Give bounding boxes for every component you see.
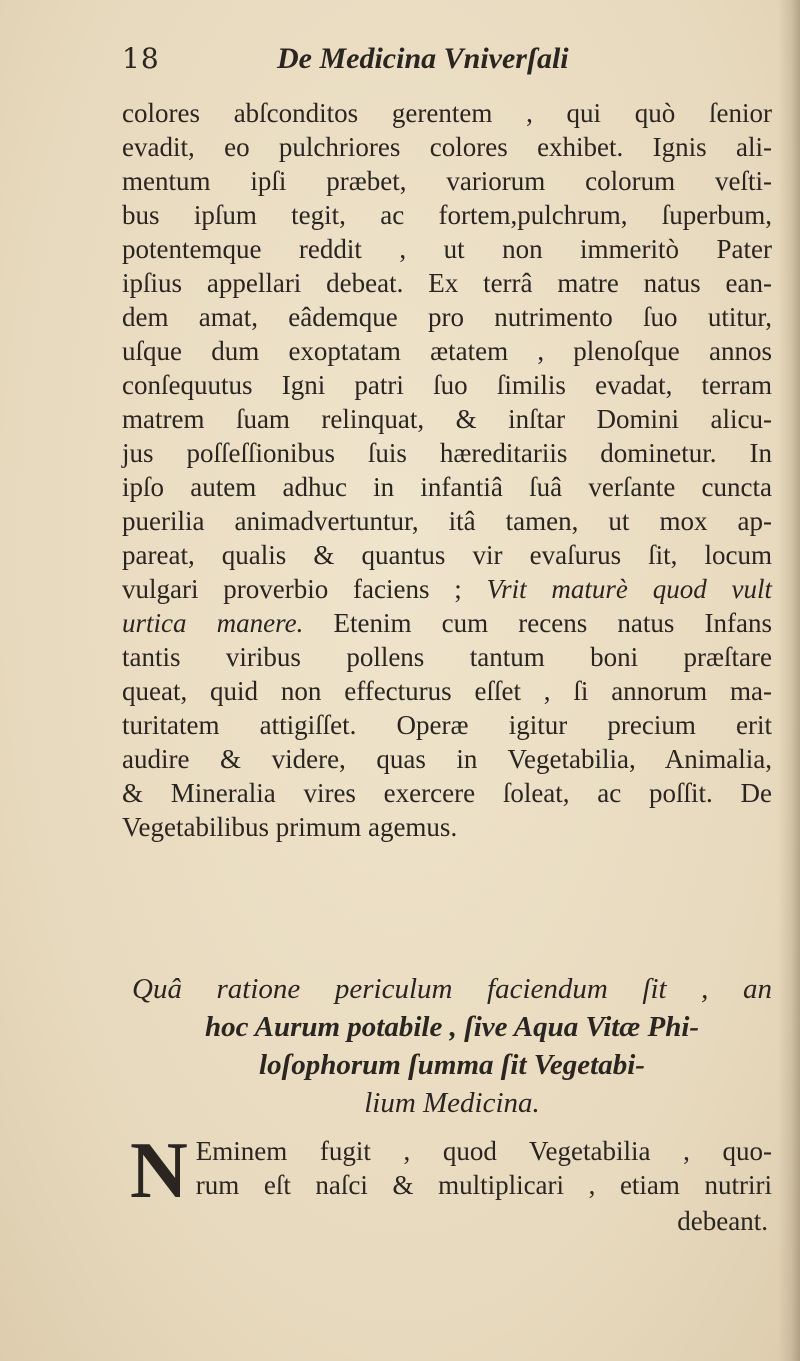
- text-line: ipſius appellari debeat. Ex terrâ matre natus ean-: [122, 268, 772, 298]
- heading-line: Quâ ratione periculum faciendum ſit , an: [132, 973, 772, 1005]
- text-line: mentum ipſi præbet, variorum colorum veſti-: [122, 166, 772, 196]
- text-line-with-proverb: [122, 572, 772, 606]
- text-line: matrem ſuam relinquat, & inſtar Domini alicu-: [122, 404, 772, 434]
- text-line: jus poſſeſſionibus ſuis hæreditariis dominetur. In: [122, 438, 772, 468]
- heading-line: lium Medicina.: [364, 1087, 540, 1119]
- text-line: colores abſconditos gerentem , qui quò ſenior: [122, 98, 772, 128]
- text-line: evadit, eo pulchriores colores exhibet. Ignis ali-: [122, 132, 772, 162]
- text-line: ipſo autem adhuc in infantiâ ſuâ verſante cuncta: [122, 472, 772, 502]
- text-segment: Etenim cum recens natus Infans: [333, 608, 773, 638]
- section-heading: [132, 970, 772, 1122]
- text-line: uſque dum exoptatam ætatem , plenoſque annos: [122, 336, 772, 366]
- text-line: conſequutus Igni patri ſuo ſimilis evadat, terram: [122, 370, 772, 400]
- text-line: queat, quid non effecturus eſſet , ſi annorum ma-: [122, 676, 772, 706]
- proverb-italic: urtica manere.: [122, 608, 304, 638]
- heading-line: hoc Aurum potabile , ſive Aqua Vitæ Phi-: [204, 1011, 700, 1043]
- main-paragraph: [122, 96, 772, 844]
- text-line-with-proverb-end: [122, 606, 772, 640]
- text-line: potentemque reddit , ut non immeritò Pater: [122, 234, 772, 264]
- page-edge-shadow: [778, 0, 800, 1361]
- second-paragraph: [130, 1127, 772, 1238]
- text-line: bus ipſum tegit, ac fortem,pulchrum, ſuperbum,: [122, 200, 772, 230]
- drop-cap: N: [130, 1127, 188, 1215]
- text-segment: vulgari proverbio faciens ;: [122, 574, 462, 604]
- page-number: 18: [122, 42, 160, 75]
- running-title: De Medicina Vniverſali: [277, 42, 569, 75]
- text-line: Eminem fugit , quod Vegetabilia , quo-: [195, 1136, 772, 1166]
- text-line: puerilia animadvertuntur, itâ tamen, ut mox ap-: [122, 506, 772, 536]
- text-line: pareat, qualis & quantus vir evaſurus ſit, locum: [122, 540, 772, 570]
- text-line: & Mineralia vires exercere ſoleat, ac poſſit. De: [122, 778, 772, 808]
- text-line: tantis viribus pollens tantum boni præſtare: [122, 642, 772, 672]
- text-line: Vegetabilibus primum agemus.: [122, 812, 458, 842]
- text-line: debeant.: [677, 1206, 768, 1236]
- text-line: rum eſt naſci & multiplicari , etiam nutriri: [195, 1170, 772, 1200]
- page-header: [122, 42, 762, 82]
- heading-line: loſophorum ſumma ſit Vegetabi-: [259, 1049, 645, 1081]
- text-line: dem amat, eâdemque pro nutrimento ſuo utitur,: [122, 302, 772, 332]
- text-line: turitatem attigiſſet. Operæ igitur precium erit: [122, 710, 772, 740]
- proverb-italic: Vrit maturè quod vult: [486, 574, 773, 604]
- text-line: audire & videre, quas in Vegetabilia, Animalia,: [122, 744, 772, 774]
